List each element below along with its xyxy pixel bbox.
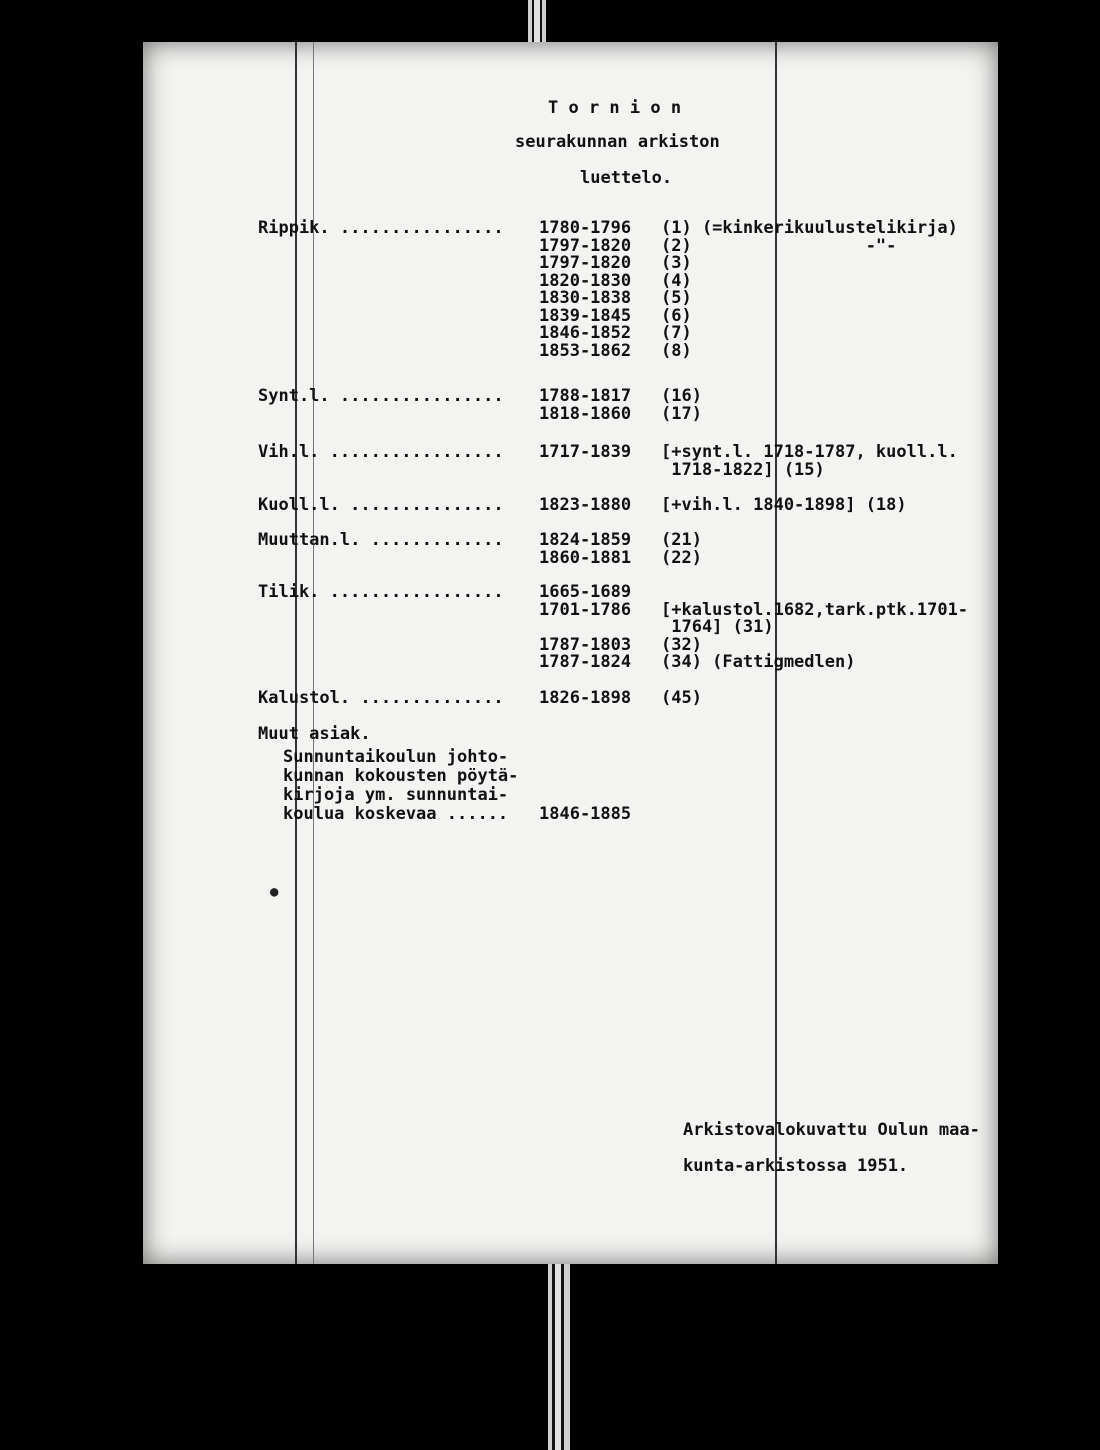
entry-years: 1787-1824 <box>539 652 632 672</box>
entry-years: 1717-1839 <box>539 442 632 462</box>
document-title: T o r n i o n <box>548 98 682 118</box>
entry-years: 1860-1881 <box>539 547 632 568</box>
entry-reference: (45) <box>661 688 702 708</box>
entry-years: 1797-1820 <box>539 235 632 256</box>
other-heading: Muut asiak. <box>258 724 371 744</box>
entry-reference: (16) <box>661 386 702 406</box>
entry-label: Rippik. ................ <box>258 218 504 238</box>
entry-label: Synt.l. ................ <box>258 386 504 406</box>
entry-years: 1830-1838 <box>539 288 632 308</box>
entry-reference: (17) <box>661 403 702 424</box>
entry-reference: (22) <box>661 547 702 568</box>
entry-reference: (34) (Fattigmedlen) <box>661 652 856 672</box>
entry-reference: 1718-1822] (15) <box>661 459 825 480</box>
footer-line-1: Arkistovalokuvattu Oulun maa- <box>683 1120 980 1140</box>
document-subtitle: seurakunnan arkiston <box>515 132 720 152</box>
film-strip-top <box>528 0 546 48</box>
entry-reference: (8) <box>661 340 692 361</box>
other-years: 1846-1885 <box>539 804 632 824</box>
entry-reference: (2) -"- <box>661 235 897 256</box>
ink-blot-mark: ● <box>270 884 279 900</box>
entry-years: 1820-1830 <box>539 270 632 291</box>
entry-reference: (3) <box>661 253 692 273</box>
entry-reference: [+synt.l. 1718-1787, kuoll.l. <box>661 442 958 462</box>
entry-reference: (32) <box>661 634 702 655</box>
entry-label: Kalustol. .............. <box>258 688 504 708</box>
footer-line-2: kunta-arkistossa 1951. <box>683 1156 909 1176</box>
document-subtitle-2: luettelo. <box>580 168 673 188</box>
entry-reference: (6) <box>661 305 692 326</box>
entry-label: Kuoll.l. ............... <box>258 495 504 515</box>
entry-reference: (7) <box>661 323 692 343</box>
entry-years: 1846-1852 <box>539 323 632 343</box>
entry-label: Vih.l. ................. <box>258 442 504 462</box>
entry-years: 1780-1796 <box>539 218 632 238</box>
entry-years: 1823-1880 <box>539 495 632 515</box>
entry-reference: 1764] (31) <box>661 617 774 637</box>
entry-years: 1824-1859 <box>539 530 632 550</box>
entry-label: Tilik. ................. <box>258 582 504 602</box>
entry-years: 1826-1898 <box>539 688 632 708</box>
entry-years: 1788-1817 <box>539 386 632 406</box>
other-line: kirjoja ym. sunnuntai- <box>283 785 509 805</box>
other-line: koulua koskevaa ...... <box>283 804 509 824</box>
entry-years: 1853-1862 <box>539 340 632 361</box>
entry-years: 1839-1845 <box>539 305 632 326</box>
entry-years: 1701-1786 <box>539 599 632 620</box>
entry-years: 1818-1860 <box>539 403 632 424</box>
entry-years: 1665-1689 <box>539 582 632 602</box>
other-line: Sunnuntaikoulun johto- <box>283 747 509 767</box>
entry-years: 1787-1803 <box>539 634 632 655</box>
entry-reference: (1) (=kinkerikuulustelikirja) <box>661 218 958 238</box>
other-line: kunnan kokousten pöytä- <box>283 766 519 786</box>
entry-reference: [+kalustol.1682,tark.ptk.1701- <box>661 599 969 620</box>
document-page <box>143 42 998 1264</box>
entry-years: 1797-1820 <box>539 253 632 273</box>
entry-reference: (21) <box>661 530 702 550</box>
entry-reference: (4) <box>661 270 692 291</box>
film-strip-bottom <box>548 1262 570 1450</box>
entry-label: Muuttan.l. ............. <box>258 530 504 550</box>
entry-reference: (5) <box>661 288 692 308</box>
entry-reference: [+vih.l. 1840-1898] (18) <box>661 495 907 515</box>
